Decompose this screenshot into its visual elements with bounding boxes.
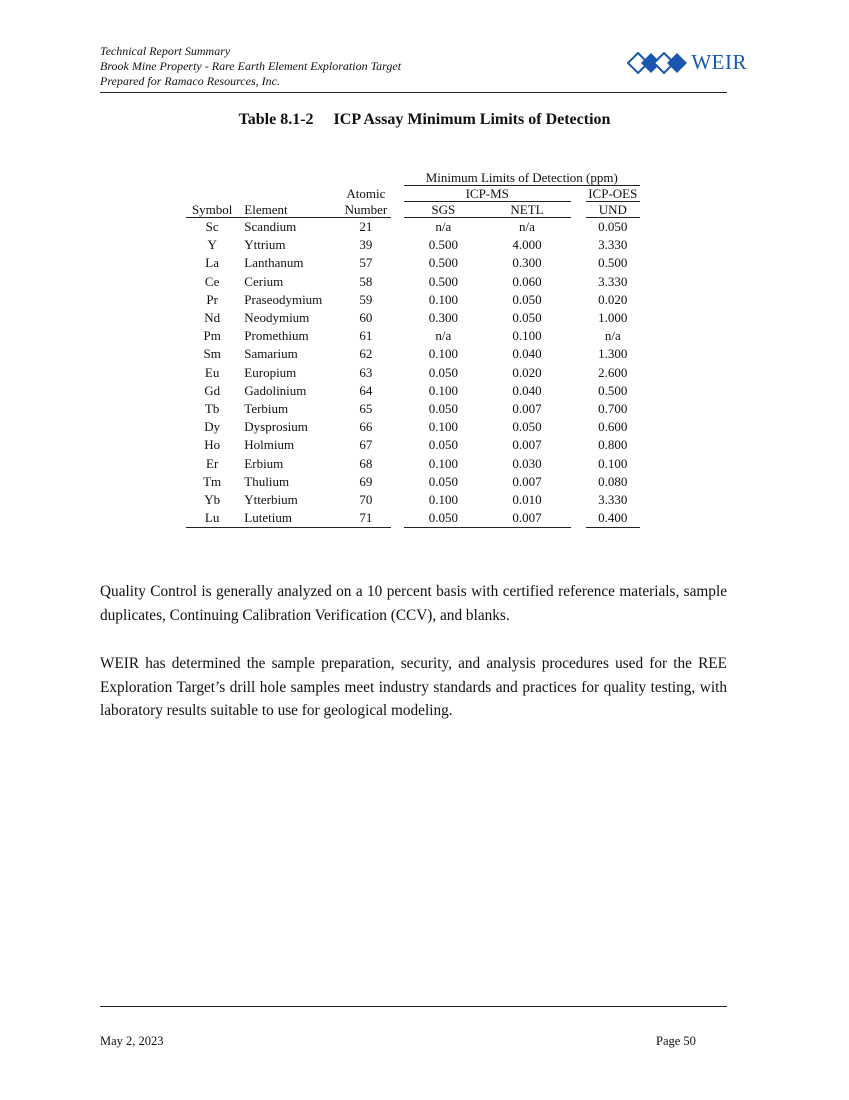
und-value-cell: 1.000 xyxy=(598,310,628,326)
header-prepared-for: Prepared for Ramaco Resources, Inc. xyxy=(100,74,280,88)
netl-value-cell: 0.020 xyxy=(512,364,542,380)
symbol-column-header: Symbol xyxy=(186,202,238,218)
und-value-cell: 0.050 xyxy=(598,219,628,234)
element-cell: Ytterbium xyxy=(244,492,298,508)
sgs-value-cell: 0.050 xyxy=(404,509,484,528)
sgs-value-cell: n/a xyxy=(435,328,452,344)
netl-value-cell: 0.007 xyxy=(512,437,542,453)
atomic-number-cell: 21 xyxy=(359,219,373,234)
und-value-cell: 0.500 xyxy=(598,255,628,271)
element-cell: Terbium xyxy=(244,401,289,417)
netl-value-cell: 0.050 xyxy=(512,310,542,326)
atomic-number-column-header: Number xyxy=(341,202,391,218)
table-row xyxy=(186,309,640,327)
sgs-value-cell: n/a xyxy=(435,219,452,234)
und-value-cell: 0.100 xyxy=(598,455,628,471)
atomic-number-cell: 58 xyxy=(359,273,373,289)
atomic-number-cell: 63 xyxy=(359,364,373,380)
symbol-cell: Ho xyxy=(204,437,221,453)
netl-value-cell: 0.050 xyxy=(512,291,542,307)
netl-value-cell: n/a xyxy=(519,219,535,234)
element-cell: Yttrium xyxy=(244,237,286,253)
icpoes-header: ICP-OES xyxy=(586,186,640,202)
header-divider xyxy=(100,92,727,93)
und-value-cell: 2.600 xyxy=(598,364,628,380)
atomic-number-cell: 62 xyxy=(359,346,373,362)
symbol-cell: Er xyxy=(206,455,219,471)
und-value-cell: 3.330 xyxy=(598,237,628,253)
table-row xyxy=(186,291,640,309)
sgs-value-cell: 0.100 xyxy=(428,492,458,508)
sgs-value-cell: 0.100 xyxy=(428,382,458,398)
element-cell: Europium xyxy=(244,364,297,380)
table-title xyxy=(0,111,849,129)
table-row xyxy=(186,436,640,454)
symbol-cell: Yb xyxy=(204,492,221,508)
symbol-cell: Nd xyxy=(204,310,221,326)
netl-value-cell: 0.040 xyxy=(512,382,542,398)
table-row xyxy=(186,509,640,528)
symbol-cell: Dy xyxy=(204,419,221,435)
header-property: Brook Mine Property - Rare Earth Element Exploration Target xyxy=(100,59,402,73)
atomic-number-cell: 70 xyxy=(359,492,373,508)
page-header xyxy=(100,44,747,94)
atomic-number-cell: 67 xyxy=(359,437,373,453)
sgs-value-cell: 0.050 xyxy=(428,473,458,489)
element-cell: Scandium xyxy=(244,219,297,234)
table-row xyxy=(186,327,640,345)
netl-value-cell: 0.060 xyxy=(512,273,542,289)
weir-logo-text: WEIR xyxy=(691,50,747,74)
atomic-number-cell: 69 xyxy=(359,473,373,489)
atomic-header-top: Atomic xyxy=(346,186,386,201)
netl-value-cell: 4.000 xyxy=(512,237,542,253)
sgs-value-cell: 0.050 xyxy=(428,401,458,417)
und-value-cell: 3.330 xyxy=(598,492,628,508)
element-cell: Samarium xyxy=(244,346,298,362)
footer-page-number: Page 50 xyxy=(656,1034,696,1048)
symbol-cell: Tb xyxy=(204,401,220,417)
table-number: Table 8.1-2 xyxy=(238,111,314,128)
element-cell: Thulium xyxy=(244,473,290,489)
netl-value-cell: 0.040 xyxy=(512,346,542,362)
atomic-number-cell: 64 xyxy=(359,382,373,398)
atomic-number-cell: 39 xyxy=(359,237,373,253)
symbol-cell: Pm xyxy=(203,328,221,344)
icpms-header: ICP-MS xyxy=(404,186,571,202)
element-column-header: Element xyxy=(238,202,341,218)
und-value-cell: 0.500 xyxy=(598,382,628,398)
und-value-cell: 0.800 xyxy=(598,437,628,453)
element-cell: Erbium xyxy=(244,455,284,471)
element-cell: Lutetium xyxy=(238,509,341,528)
element-cell: Dysprosium xyxy=(244,419,308,435)
element-cell: Holmium xyxy=(244,437,295,453)
symbol-cell: Tm xyxy=(203,473,222,489)
netl-value-cell: 0.010 xyxy=(512,492,542,508)
netl-column-header: NETL xyxy=(483,202,571,218)
table-caption: ICP Assay Minimum Limits of Detection xyxy=(333,111,611,128)
weir-logo xyxy=(627,50,747,75)
table-row xyxy=(186,364,640,382)
table-row xyxy=(186,382,640,400)
atomic-number-cell: 66 xyxy=(359,419,373,435)
sgs-value-cell: 0.300 xyxy=(428,310,458,326)
netl-value-cell: 0.030 xyxy=(512,455,542,471)
table-row xyxy=(186,273,640,291)
conclusion-paragraph: WEIR has determined the sample preparation, security, and analysis procedures used for the REE Exploration Target’s drill hole samples meet industry standards and practices for quality testing, with laboratory results suitable to use for geological modeling. xyxy=(100,655,727,719)
group-header: Minimum Limits of Detection (ppm) xyxy=(404,170,640,186)
netl-value-cell: 0.050 xyxy=(512,419,542,435)
sgs-value-cell: 0.100 xyxy=(428,419,458,435)
und-value-cell: 0.600 xyxy=(598,419,628,435)
header-report-type: Technical Report Summary xyxy=(100,44,231,58)
symbol-cell: Sc xyxy=(205,219,219,234)
und-value-cell: 0.080 xyxy=(598,473,628,489)
symbol-cell: La xyxy=(205,255,219,271)
weir-logo-diamonds-icon xyxy=(627,52,689,74)
und-value-cell: n/a xyxy=(604,328,621,344)
table-row xyxy=(186,218,640,237)
und-value-cell: 1.300 xyxy=(598,346,628,362)
sgs-value-cell: 0.100 xyxy=(428,455,458,471)
symbol-cell: Lu xyxy=(186,509,238,528)
sgs-value-cell: 0.100 xyxy=(428,346,458,362)
element-cell: Gadolinium xyxy=(244,382,307,398)
atomic-number-cell: 61 xyxy=(359,328,373,344)
symbol-cell: Pr xyxy=(206,291,218,307)
netl-value-cell: 0.100 xyxy=(512,328,542,344)
table-row xyxy=(186,254,640,272)
und-value-cell: 3.330 xyxy=(598,273,628,289)
atomic-number-cell: 65 xyxy=(359,401,373,417)
footer-divider xyxy=(100,1006,727,1007)
atomic-number-cell: 71 xyxy=(341,509,391,528)
element-cell: Praseodymium xyxy=(244,291,323,307)
footer-date: May 2, 2023 xyxy=(100,1034,164,1048)
und-value-cell: 0.400 xyxy=(586,509,640,528)
netl-value-cell: 0.007 xyxy=(512,401,542,417)
table-row xyxy=(186,455,640,473)
atomic-number-cell: 59 xyxy=(359,291,373,307)
element-cell: Promethium xyxy=(244,328,309,344)
sgs-column-header: SGS xyxy=(404,202,484,218)
detection-limits-table xyxy=(186,170,640,528)
element-cell: Lanthanum xyxy=(244,255,304,271)
und-column-header: UND xyxy=(586,202,640,218)
atomic-number-cell: 57 xyxy=(359,255,373,271)
element-cell: Cerium xyxy=(244,273,284,289)
symbol-cell: Eu xyxy=(204,364,220,380)
sgs-value-cell: 0.500 xyxy=(428,273,458,289)
table-row xyxy=(186,491,640,509)
table-row xyxy=(186,473,640,491)
sgs-value-cell: 0.100 xyxy=(428,291,458,307)
netl-value-cell: 0.300 xyxy=(512,255,542,271)
symbol-cell: Y xyxy=(207,237,217,253)
quality-control-paragraph: Quality Control is generally analyzed on a 10 percent basis with certified reference materials, sample duplicates, Continuing Calibration Verification (CCV), and blanks. xyxy=(100,583,727,624)
sgs-value-cell: 0.500 xyxy=(428,237,458,253)
und-value-cell: 0.700 xyxy=(598,401,628,417)
sgs-value-cell: 0.500 xyxy=(428,255,458,271)
symbol-cell: Gd xyxy=(204,382,221,398)
atomic-number-cell: 60 xyxy=(359,310,373,326)
table-row xyxy=(186,400,640,418)
table-row xyxy=(186,345,640,363)
table-header-row-3 xyxy=(186,202,640,218)
sgs-value-cell: 0.050 xyxy=(428,364,458,380)
und-value-cell: 0.020 xyxy=(598,291,628,307)
element-cell: Neodymium xyxy=(244,310,310,326)
symbol-cell: Sm xyxy=(203,346,221,362)
symbol-cell: Ce xyxy=(204,273,220,289)
netl-value-cell: 0.007 xyxy=(483,509,571,528)
netl-value-cell: 0.007 xyxy=(512,473,542,489)
table-header-row-2 xyxy=(186,186,640,202)
table-row xyxy=(186,418,640,436)
sgs-value-cell: 0.050 xyxy=(428,437,458,453)
table-header-row-1 xyxy=(186,170,640,186)
table-body xyxy=(186,218,640,528)
atomic-number-cell: 68 xyxy=(359,455,373,471)
table-row xyxy=(186,236,640,254)
